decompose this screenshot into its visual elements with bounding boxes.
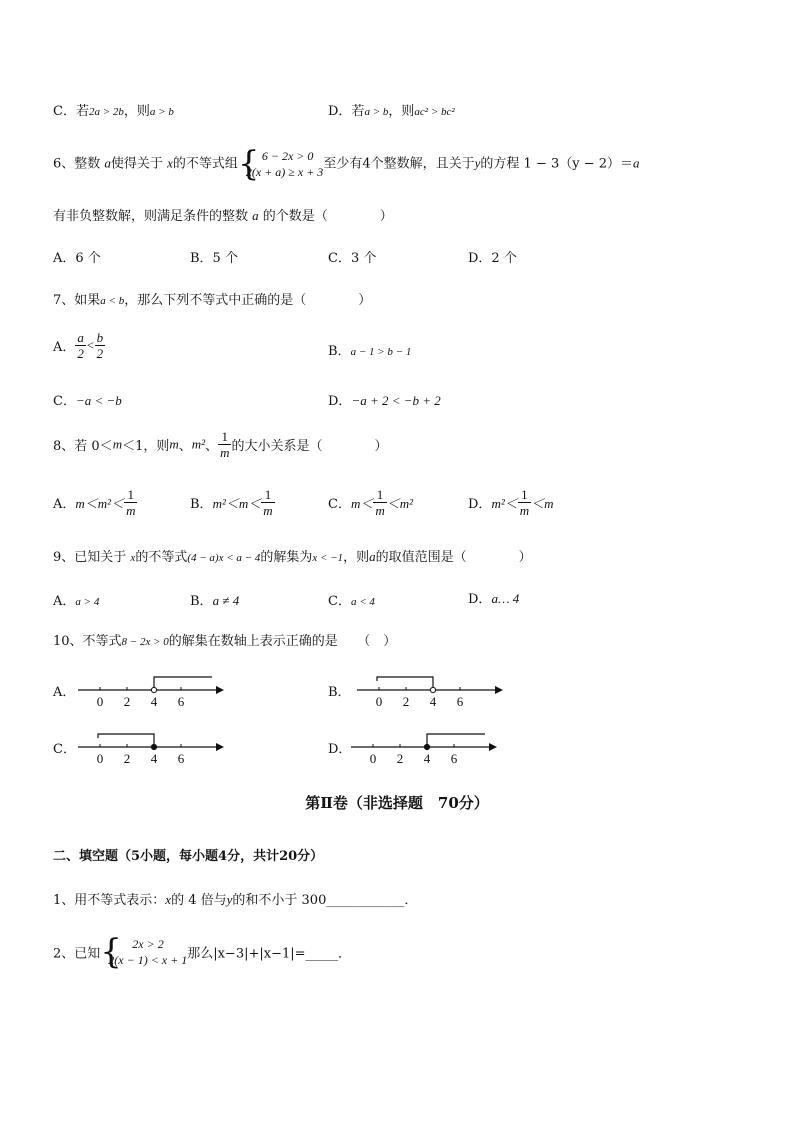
fraction <box>95 330 106 361</box>
math-var: a <box>104 155 111 171</box>
question-number: 7、如果 <box>53 293 101 308</box>
q10-option-c-label: C． <box>53 742 76 757</box>
tick-label: 6 <box>177 694 185 708</box>
math-var: m <box>112 436 123 452</box>
math-expr: m＜ <box>350 496 374 511</box>
text: ，则 <box>388 104 415 119</box>
brace-icon: { <box>237 144 260 184</box>
q10-number-line-a <box>66 668 236 708</box>
numerator: 1 <box>218 429 231 445</box>
text: 的取值范围是（ ） <box>375 550 532 565</box>
denominator: m <box>519 503 530 518</box>
fraction <box>373 487 386 518</box>
tick-label: 6 <box>450 751 458 765</box>
math-var: a <box>633 155 640 171</box>
math-expr: ＜m² <box>386 496 414 511</box>
math-expr: a > b <box>364 106 389 118</box>
math-var: y <box>226 892 233 907</box>
q6-option-a: A．6 个 <box>53 251 101 266</box>
tick-label: 2 <box>396 751 404 765</box>
tick-label: 2 <box>402 694 410 708</box>
q10-number-line-d <box>339 725 509 765</box>
math-expr: ac² > bc² <box>414 106 455 118</box>
tick-label: 0 <box>96 694 104 708</box>
system-row: 2(x − 1) < x + 1 <box>108 953 188 967</box>
q7-option-c <box>53 390 122 409</box>
math-expr: a > b <box>149 106 174 118</box>
denominator: m <box>220 445 230 460</box>
math-relation: < <box>85 337 95 353</box>
numerator: b <box>96 330 104 345</box>
option-label: C． <box>328 497 351 512</box>
q10-number-line-b <box>345 668 515 708</box>
solution-ray <box>377 677 433 690</box>
arrow-icon <box>495 686 503 694</box>
fraction <box>218 429 231 460</box>
option-label: C． <box>53 394 76 409</box>
option-label: D．若 <box>328 104 365 119</box>
denominator: m <box>126 503 136 518</box>
text: 的不等式组 <box>172 156 238 172</box>
math-var: x <box>165 892 172 907</box>
text: 的解集为 <box>260 550 313 565</box>
math-expr: m＜m²＜ <box>75 496 125 511</box>
math-expr: a < b <box>100 295 125 307</box>
q8-option-d <box>468 487 554 518</box>
math-expr: a… 4 <box>491 591 520 606</box>
section-title: 第Ⅱ卷（非选择题 70分） <box>305 794 489 812</box>
math-var: m <box>169 436 179 452</box>
denominator: 2 <box>96 346 104 361</box>
question-number: 6、整数 <box>53 156 101 172</box>
math-expr: a − 1 > b − 1 <box>350 346 412 358</box>
solution-ray <box>427 734 485 747</box>
math-expr: 2a > 2b <box>88 106 124 118</box>
fraction <box>75 330 86 361</box>
system-row: 2x > 2 <box>132 937 164 951</box>
option-label: A． <box>53 497 76 512</box>
tick-label: 6 <box>456 694 464 708</box>
option-label: A． <box>53 340 76 355</box>
option-label: C．若 <box>53 104 89 119</box>
boundary-point <box>151 687 156 692</box>
q8-option-b <box>190 487 275 518</box>
q7-option-a <box>53 330 105 361</box>
text: 、 <box>205 439 219 454</box>
fill-q1 <box>53 889 417 908</box>
math-var: a <box>369 549 376 564</box>
question-number: 9、已知关于 <box>53 550 127 565</box>
arrow-icon <box>489 743 497 751</box>
question-number: 10、不等式 <box>53 634 122 649</box>
math-expr: a > 4 <box>75 596 100 608</box>
option-label: B． <box>190 497 213 512</box>
option-label: B． <box>190 594 213 609</box>
numerator: 1 <box>261 487 274 503</box>
text: 的大小关系是（ ） <box>231 439 388 454</box>
solution-ray <box>98 734 154 747</box>
math-expr: a ≠ 4 <box>212 593 240 608</box>
tick-label: 6 <box>177 751 185 765</box>
numerator: 1 <box>373 487 386 503</box>
denominator: 2 <box>77 346 84 361</box>
system-row: 6 − 2x > 0 <box>261 149 314 163</box>
q6-stem <box>53 144 640 184</box>
math-expr: −a < −b <box>75 393 122 408</box>
fill-q2 <box>53 932 352 972</box>
question-number: 8、若 0＜ <box>53 439 113 454</box>
q5-option-c <box>53 100 174 119</box>
math-expr: x < −1 <box>312 552 344 564</box>
q6-option-d: D．2 个 <box>468 251 517 266</box>
q9-option-a <box>53 590 99 609</box>
numerator: 1 <box>124 487 137 503</box>
math-var: a <box>252 208 259 223</box>
solution-ray <box>154 677 212 690</box>
q8-option-a <box>53 487 137 518</box>
q9-stem <box>53 546 532 565</box>
option-label: B． <box>328 344 351 359</box>
math-var: y <box>474 155 481 171</box>
arrow-icon <box>216 743 224 751</box>
q8-option-c <box>328 487 413 518</box>
fraction <box>518 487 531 518</box>
q10-stem <box>53 630 396 649</box>
text: 的 4 倍与 <box>171 893 227 908</box>
text: ＜1，则 <box>122 439 170 454</box>
text: 使得关于 <box>110 156 163 172</box>
math-expr: −a + 2 < −b + 2 <box>351 393 441 408</box>
option-label: D． <box>328 394 352 409</box>
tick-label: 0 <box>96 751 104 765</box>
q10-number-line-c <box>66 725 236 765</box>
q9-option-b <box>190 590 239 609</box>
math-var: x <box>130 552 136 564</box>
text: 的不等式 <box>135 550 188 565</box>
q7-option-d <box>328 390 441 409</box>
math-expr: 8 − 2x > 0 <box>121 636 169 648</box>
text: ，则 <box>123 104 150 119</box>
q6-stem-line2 <box>53 205 393 224</box>
text: 那么|x−3|+|x−1|=_____． <box>187 946 352 962</box>
tick-label: 4 <box>150 694 158 708</box>
text: 的个数是（ ） <box>262 209 393 224</box>
text: ，那么下列不等式中正确的是（ ） <box>124 293 372 308</box>
boundary-point <box>430 687 435 692</box>
text: 的和不小于 300____________． <box>232 893 418 908</box>
denominator: m <box>375 503 385 518</box>
fraction <box>261 487 274 518</box>
math-var: x <box>167 155 173 171</box>
brace-icon: { <box>100 932 122 972</box>
q7-option-b <box>328 340 411 359</box>
text: 至少有 <box>323 156 363 172</box>
numerator: a <box>77 330 84 345</box>
q6-option-b: B．5 个 <box>190 251 238 266</box>
boundary-point <box>424 744 429 749</box>
question-number: 2、已知 <box>53 946 101 962</box>
boundary-point <box>151 744 156 749</box>
question-number: 1、用不等式表示： <box>53 893 166 908</box>
q9-option-c <box>328 590 375 609</box>
q9-option-d <box>468 588 519 607</box>
text: 的解集在数轴上表示正确的是 （ ） <box>168 634 397 649</box>
text: 4 <box>362 156 371 172</box>
text: 、 <box>178 439 192 454</box>
text: 个整数解，且关于 <box>370 156 475 172</box>
q10-option-a-label: A． <box>53 685 76 700</box>
option-label: C． <box>328 594 351 609</box>
q7-stem <box>53 289 371 308</box>
option-label: A． <box>53 594 76 609</box>
tick-label: 4 <box>423 751 431 765</box>
text: ，则 <box>343 550 370 565</box>
math-expr: ＜m <box>531 496 554 511</box>
text: 的方程 1 − 3（y − 2）＝ <box>480 156 634 172</box>
inequality-system <box>237 144 324 184</box>
q10-option-b-label: B． <box>328 685 351 700</box>
tick-label: 2 <box>123 694 131 708</box>
tick-label: 4 <box>429 694 437 708</box>
system-row: 2(x + a) ≥ x + 3 <box>245 165 324 179</box>
q5-option-d <box>328 100 455 119</box>
option-label: D． <box>468 497 492 512</box>
math-expr: a < 4 <box>350 596 375 608</box>
q6-option-c: C．3 个 <box>328 251 377 266</box>
math-var: m² <box>191 436 206 452</box>
tick-label: 4 <box>150 751 158 765</box>
inequality-system <box>100 932 188 972</box>
part-title: 二、填空题（5小题，每小题4分，共计20分） <box>53 849 324 864</box>
arrow-icon <box>216 686 224 694</box>
numerator: 1 <box>518 487 531 503</box>
math-expr: (4 − a)x < a − 4 <box>187 552 261 564</box>
tick-label: 0 <box>369 751 377 765</box>
math-expr: m²＜ <box>491 496 518 511</box>
fraction <box>124 487 137 518</box>
tick-label: 2 <box>123 751 131 765</box>
option-label: D． <box>468 592 492 607</box>
tick-label: 0 <box>375 694 383 708</box>
math-expr: m²＜m＜ <box>212 496 262 511</box>
denominator: m <box>263 503 273 518</box>
q10-option-d-label: D． <box>328 742 352 757</box>
q8-stem <box>53 429 387 460</box>
text: 有非负整数解，则满足条件的整数 <box>53 209 249 224</box>
